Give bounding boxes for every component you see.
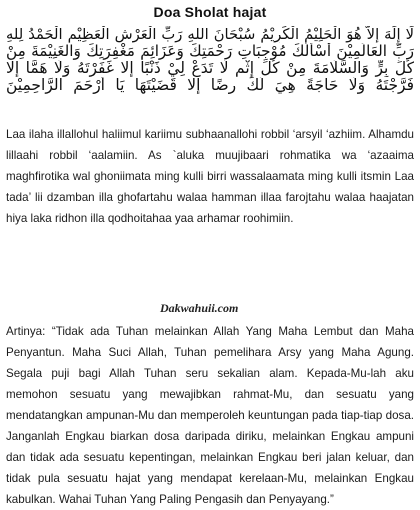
page-title: Doa Sholat hajat <box>153 4 267 20</box>
arabic-line-1: لَا إِلَهَ إِلاَّ هُوَ الْحَلِيْمُ الْكَرِيْمُ سُبْحَانَ اللهِ رَبِّ الْعَرْشِ الْعَظِيْمِ الْحَمْدُ لِلهِ <box>6 26 414 43</box>
arabic-line-3: كُلِّ بِرٍّ وَالسَّلَامَةَ مِنْ كُلِّ إِثْمٍ لَا تَدَعْ لِيْ ذَنْبًا إِلَّا غَفَرْتَهُ وَلَا هَمًّا إِلَّا <box>6 60 414 77</box>
arabic-prayer-text <box>6 26 414 94</box>
latin-transliteration: Laa ilaha illallohul haliimul kariimu subhaanallohi robbil ‘arsyil ‘azhiim. Alhamdu lillaahi robbil ‘aalamiin. As `aluka muujibaari rohmatika wa ‘azaaima maghfirotika wal ghoniimata ming kulli birri wassalaamata ming kulli itsmin Laa tada’ lii dzamban illa ghofartahu walaa hamman illaa farojtahu walaa haajatan hiya laka ridhon illa qodhoitahaa yaa arhamar roohimiin. <box>6 128 414 225</box>
arabic-line-2: رَبِّ الْعَالَمِيْنَ أَسْأَلُكَ مُوْجِبَاتِ رَحْمَتِكَ وَعَزَائِمَ مَغْفِرَتِكَ وَالْغَنِيْمَةَ مِنْ <box>6 43 414 60</box>
translation-paragraph: Artinya: “Tidak ada Tuhan melainkan Allah Yang Maha Lembut dan Maha Penyantun. Maha Suci Allah, Tuhan pemelihara Arsy yang Maha Agung. Segala puji bagi Allah Tuhan seru sekalian alam. Kepada-Mu-lah aku memohon sesuatu yang mewajibkan rahmat-Mu, dan sesuatu yang mendatangkan ampunan-Mu dan memperoleh keuntungan pada tiap-tiap dosa. Janganlah Engkau biarkan dosa daripada diriku, melainkan Engkau ampuni dan tidak ada sesuatu kepentingan, melainkan Engkau beri jalan keluar, dan tidak pula sesuatu hajat yang mendapat kerelaan-Mu, melainkan Engkau kabulkan. Wahai Tuhan Yang Paling Pengasih dan Penyayang.” <box>6 325 414 506</box>
arabic-line-4: فَرَّجْتَهُ وَلَا حَاجَةً هِيَ لَكَ رِضًا إِلَّا قَضَيْتَهَا يَا أَرْحَمَ الرَّاحِمِيْنَ <box>6 77 414 94</box>
site-watermark: Dakwahuii.com <box>160 301 239 315</box>
